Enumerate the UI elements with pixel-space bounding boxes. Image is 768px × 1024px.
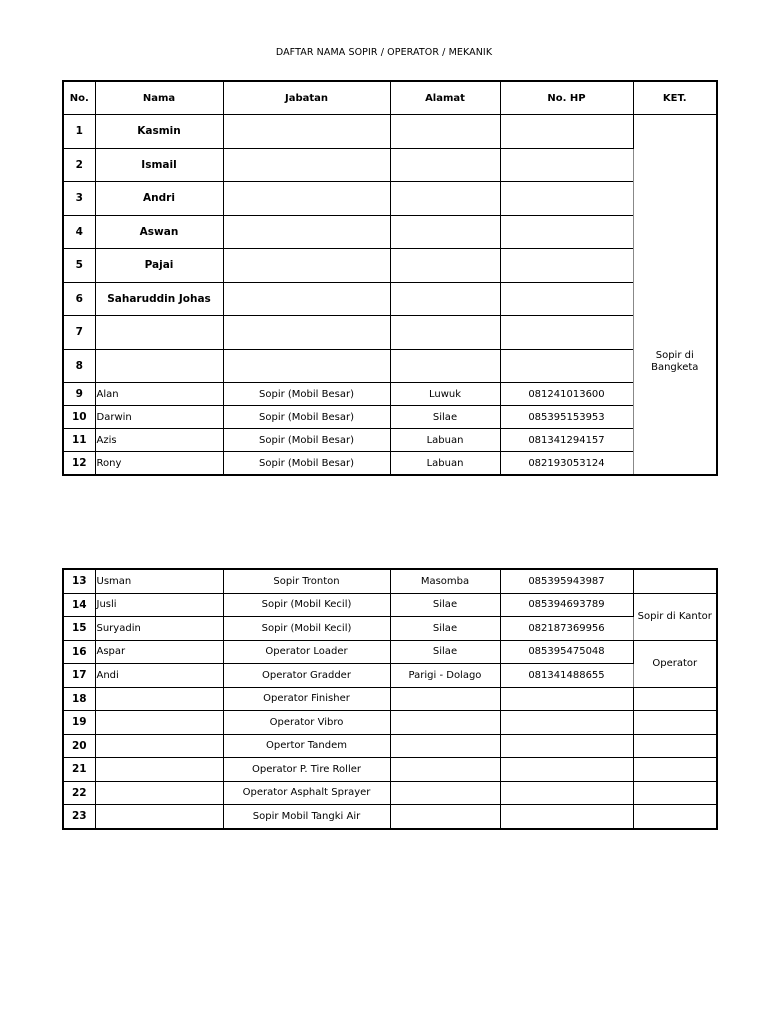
row-ket [633,711,717,735]
row-nama: Alan [95,383,223,406]
row-hp: 085395943987 [500,569,633,593]
row-no: 13 [63,569,95,593]
row-nama: Aswan [95,215,223,249]
row-alamat [390,148,500,182]
row-hp: 085395153953 [500,406,633,429]
row-alamat: Labuan [390,429,500,452]
row-hp: 082187369956 [500,617,633,641]
row-ket [633,758,717,782]
row-alamat [390,249,500,283]
row-hp [500,687,633,711]
row-jabatan [223,316,390,350]
row-jabatan: Sopir (Mobil Besar) [223,383,390,406]
header-no: No. [63,81,95,115]
table-row [63,182,717,216]
row-nama: Darwin [95,406,223,429]
page-title: DAFTAR NAMA SOPIR / OPERATOR / MEKANIK [275,47,493,58]
row-alamat: Silae [390,617,500,641]
table-row [63,617,717,641]
row-alamat [390,687,500,711]
row-nama [95,758,223,782]
row-hp [500,215,633,249]
row-alamat [390,182,500,216]
row-no: 15 [63,617,95,641]
header-ket: KET. [633,81,717,115]
row-nama: Usman [95,569,223,593]
row-jabatan: Sopir Tronton [223,569,390,593]
row-no: 12 [63,452,95,476]
table-row [63,349,717,383]
table-row [63,282,717,316]
row-hp: 081341488655 [500,664,633,688]
row-hp [500,805,633,829]
ket-bangketa: Sopir di Bangketa [633,115,717,476]
row-alamat: Silae [390,593,500,617]
row-jabatan [223,349,390,383]
row-no: 3 [63,182,95,216]
row-nama [95,687,223,711]
row-hp [500,249,633,283]
row-nama [95,734,223,758]
row-hp: 081241013600 [500,383,633,406]
row-jabatan [223,148,390,182]
table-row [63,711,717,735]
row-ket [633,734,717,758]
row-hp [500,349,633,383]
row-alamat [390,316,500,350]
row-jabatan: Sopir (Mobil Besar) [223,406,390,429]
row-alamat [390,215,500,249]
row-hp [500,115,633,149]
row-alamat: Labuan [390,452,500,476]
row-no: 14 [63,593,95,617]
row-jabatan [223,215,390,249]
row-nama [95,349,223,383]
row-no: 8 [63,349,95,383]
row-nama [95,316,223,350]
row-hp: 085395475048 [500,640,633,664]
row-jabatan: Sopir Mobil Tangki Air [223,805,390,829]
table-row [63,316,717,350]
ket-kantor: Sopir di Kantor [633,593,717,640]
row-no: 23 [63,805,95,829]
ket-operator: Operator [633,640,717,687]
row-no: 4 [63,215,95,249]
row-jabatan: Operator Finisher [223,687,390,711]
table-row [63,383,717,406]
row-alamat [390,711,500,735]
row-alamat [390,805,500,829]
table-row [63,115,717,149]
row-hp [500,781,633,805]
table-row [63,664,717,688]
table-row [63,805,717,829]
row-nama [95,711,223,735]
row-no: 21 [63,758,95,782]
row-nama: Kasmin [95,115,223,149]
row-hp [500,148,633,182]
table-row [63,593,717,617]
table-header-row [63,81,717,115]
row-jabatan [223,282,390,316]
row-jabatan [223,249,390,283]
row-no: 9 [63,383,95,406]
row-no: 16 [63,640,95,664]
row-no: 1 [63,115,95,149]
row-nama: Ismail [95,148,223,182]
row-no: 19 [63,711,95,735]
row-ket [633,805,717,829]
row-jabatan: Operator Asphalt Sprayer [223,781,390,805]
row-alamat [390,758,500,782]
row-hp [500,758,633,782]
row-jabatan: Sopir (Mobil Kecil) [223,617,390,641]
row-nama: Jusli [95,593,223,617]
row-alamat [390,349,500,383]
row-jabatan: Operator Gradder [223,664,390,688]
row-hp: 081341294157 [500,429,633,452]
row-hp [500,182,633,216]
row-no: 10 [63,406,95,429]
driver-table-1 [62,80,718,476]
row-jabatan: Operator Loader [223,640,390,664]
header-alamat: Alamat [390,81,500,115]
row-alamat: Parigi - Dolago [390,664,500,688]
table-row [63,148,717,182]
row-alamat: Masomba [390,569,500,593]
table-row [63,758,717,782]
table-row [63,569,717,593]
row-hp [500,316,633,350]
row-no: 7 [63,316,95,350]
row-nama: Azis [95,429,223,452]
row-jabatan [223,182,390,216]
row-ket [633,569,717,593]
header-hp: No. HP [500,81,633,115]
row-hp: 085394693789 [500,593,633,617]
row-hp [500,734,633,758]
table-row [63,215,717,249]
row-no: 2 [63,148,95,182]
row-jabatan: Opertor Tandem [223,734,390,758]
row-alamat [390,115,500,149]
table-row [63,781,717,805]
row-no: 6 [63,282,95,316]
row-jabatan: Operator Vibro [223,711,390,735]
header-nama: Nama [95,81,223,115]
table-row [63,429,717,452]
row-jabatan: Operator P. Tire Roller [223,758,390,782]
row-no: 5 [63,249,95,283]
driver-table-2 [62,568,718,830]
row-nama: Andi [95,664,223,688]
row-nama [95,781,223,805]
row-hp [500,711,633,735]
table-row [63,452,717,476]
header-jabatan: Jabatan [223,81,390,115]
row-nama: Saharuddin Johas [95,282,223,316]
row-alamat [390,781,500,805]
row-jabatan: Sopir (Mobil Kecil) [223,593,390,617]
row-ket [633,687,717,711]
table-row [63,687,717,711]
row-nama: Pajai [95,249,223,283]
row-alamat: Silae [390,406,500,429]
table-row [63,249,717,283]
row-no: 11 [63,429,95,452]
row-no: 18 [63,687,95,711]
row-nama: Aspar [95,640,223,664]
row-nama: Suryadin [95,617,223,641]
table-row [63,406,717,429]
row-nama: Rony [95,452,223,476]
row-no: 20 [63,734,95,758]
table-row [63,734,717,758]
table-row [63,640,717,664]
row-alamat [390,282,500,316]
row-no: 17 [63,664,95,688]
row-ket [633,781,717,805]
row-alamat [390,734,500,758]
row-alamat: Luwuk [390,383,500,406]
row-no: 22 [63,781,95,805]
row-nama [95,805,223,829]
row-nama: Andri [95,182,223,216]
row-jabatan: Sopir (Mobil Besar) [223,452,390,476]
row-hp [500,282,633,316]
row-jabatan: Sopir (Mobil Besar) [223,429,390,452]
row-hp: 082193053124 [500,452,633,476]
row-alamat: Silae [390,640,500,664]
row-jabatan [223,115,390,149]
